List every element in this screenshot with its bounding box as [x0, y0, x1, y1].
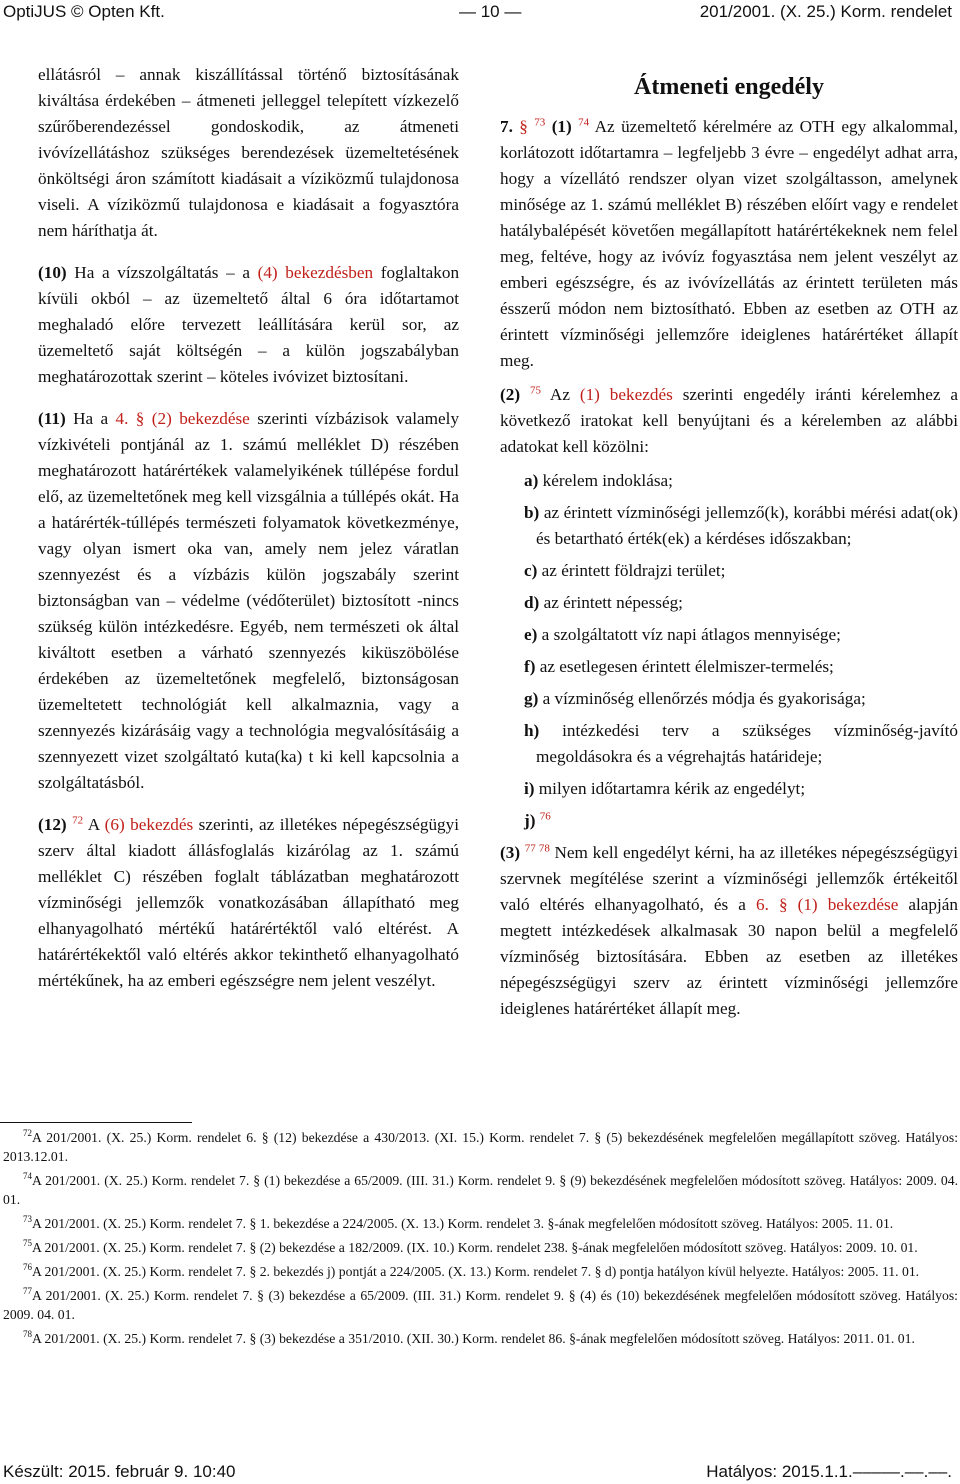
paragraph-number: (10): [38, 263, 67, 282]
list-text: a vízminőség ellenőrzés módja és gyakorisága;: [542, 689, 866, 708]
section-7-paragraph-3: [500, 840, 958, 1022]
section-7-paragraph-1: [500, 114, 958, 374]
cross-reference-link[interactable]: (4) bekezdésben: [257, 263, 374, 282]
list-letter: b): [524, 503, 540, 522]
paragraph-number: (2): [500, 385, 521, 404]
footnote-number: 78: [23, 1329, 32, 1340]
cross-reference-link[interactable]: (6) bekezdés: [104, 815, 194, 834]
paragraph-12: [38, 812, 459, 994]
list-text: kérelem indoklása;: [542, 471, 673, 490]
footnote-text: A 201/2001. (X. 25.) Korm. rendelet 7. § 1. bekezdése a 224/2005. (X. 13.) Korm. rendelet 3. §-ának megfelelően módosított szöveg. Hatályos: 2005. 11. 01.: [32, 1216, 894, 1231]
paragraph-text: alapján megtett intézkedések alkalmasak 30 napon belül a megfelelő vízminőség biztosítására. Ebben az esetben az illetékes népegészségügyi szerv az érintett vízminőségi jellemzőre ideiglenes határértéket állapít meg.: [500, 895, 959, 1018]
list-item: [500, 500, 958, 552]
left-column: [38, 62, 459, 1010]
list-letter: j): [524, 811, 536, 830]
footnote-text: A 201/2001. (X. 25.) Korm. rendelet 7. § (3) bekezdése a 351/2010. (XII. 30.) Korm. rendelet 86. §-ának megfelelően módosított szöveg. Hatályos: 2011. 01. 01.: [32, 1331, 915, 1346]
cross-reference-link[interactable]: 6. § (1) bekezdése: [756, 895, 899, 914]
paragraph-text: Az üzemeltető kérelmére az OTH egy alkalommal, korlátozott időtartamra – legfeljebb 3 évre – engedélyt adhat arra, hogy a vízellátó rendszer olyan vizet szolgáltasson, amelynek minősége az 1. számú melléklet B) részében előírt vagy e rendelet hatálybalépését követően megállapított határértékeknek nem felel meg, feltéve, hogy az ivóvíz fogyasztása nem jelent veszélyt az emberi egészségre, és az ivóvízellátás az érintett területen más ésszerű módon nem biztosítható. Ebben az esetben az OTH az érintett vízminőségi jellemzőre ideiglenes határértéket állapít meg.: [500, 117, 959, 370]
footnote-marker[interactable]: 76: [539, 810, 551, 823]
paragraph-text: szerinti, az illetékes népegészségügyi szerv által kiadott állásfoglalás kizárólag az 1. számú melléklet C) részében foglalt táblázatban meghatározott vízminőségi jellemzők vonatkozásában állapítható meg elhanyagolható mértékű határértéktől való eltérést. A határértékektől való eltérés akkor tekinthető elhanyagolható mértékűnek, ha az emberi egészségre nem jelent veszélyt.: [38, 815, 460, 990]
paragraph-text: Ha a: [73, 409, 109, 428]
list-text: a szolgáltatott víz napi átlagos mennyisége;: [541, 625, 841, 644]
footnote-marker[interactable]: 72: [72, 814, 84, 827]
footnote-divider: [0, 1122, 192, 1123]
created-date: Készült: 2015. február 9. 10:40: [3, 1462, 236, 1481]
cross-reference-link[interactable]: 4. § (2) bekezdése: [115, 409, 250, 428]
footnote-text: A 201/2001. (X. 25.) Korm. rendelet 7. § (3) bekezdése a 65/2009. (III. 31.) Korm. rendelet 9. § (4) és (10) bekezdésének megfelelően módosított szöveg. Hatályos: 2009. 04. 01.: [3, 1288, 958, 1322]
paragraph-11: [38, 406, 459, 796]
page-footer: [0, 1460, 960, 1484]
footnote: [3, 1214, 958, 1233]
paragraph-text: szerinti engedély iránti kérelemhez a következő iratokat kell benyújtani és a kérelemben az alábbi adatokat kell közölni:: [500, 385, 959, 456]
list-item: [500, 686, 958, 712]
footnote: [3, 1286, 958, 1324]
footnote: [3, 1238, 958, 1257]
list-item: [500, 654, 958, 680]
list-item: [500, 718, 958, 770]
list-text: az érintett vízminőségi jellemző(k), korábbi mérési adat(ok) és betartható érték(ek) a kérdéses időszakban;: [536, 503, 958, 548]
cross-reference-link[interactable]: (1) bekezdés: [579, 385, 673, 404]
footnote-number: 73: [23, 1214, 32, 1225]
paragraph-number: (3): [500, 843, 521, 862]
page-number: — 10 —: [459, 2, 522, 21]
publisher-label: OptiJUS © Opten Kft.: [3, 2, 165, 21]
footnote-number: 72: [23, 1128, 32, 1139]
list-letter: a): [524, 471, 539, 490]
requirement-list: [500, 468, 958, 834]
paragraph-text: Ha a vízszolgáltatás – a: [74, 263, 250, 282]
list-text: az érintett népesség;: [543, 593, 683, 612]
section-sign: §: [519, 117, 528, 136]
right-column: [500, 62, 958, 1038]
paragraph-text: szerinti vízbázisok valamely vízkivételi pontjánál az 1. számú melléklet D) részében meghatározott határértékek valamelyikének túllépése fordul elő, az üzemeltetőnek meg kell vizsgálnia a túllépés okát. Ha a határérték-túllépés természeti folyamatok következménye, vagy olyan ismert oka van, amely nem jelez váratlan szennyezést és a vízbázis külön jogszabály szerint biztonságban van – védelme (védőterület) biztosított -nincs szükség külön intézkedésre. Egyéb, nem természeti ok által kiváltott esetben a várható szennyezés kiküszöbölése érdekében az üzemeltetőnek megfelelő, biztonságosan üzemeltetett technológiát kell alkalmaznia, vagy a szennyezés kizárásáig vagy a technológia megvalósításáig a szennyezett vizet szolgáltató kuta(ka) t ki kell kapcsolnia a szolgáltatásból.: [38, 409, 460, 792]
footnote: [3, 1329, 958, 1348]
paragraph-text: Az: [549, 385, 570, 404]
paragraph-number: (1): [551, 117, 572, 136]
footnote-marker[interactable]: 75: [529, 384, 541, 397]
footnotes: [3, 1128, 958, 1353]
paragraph-text: A: [87, 815, 100, 834]
list-letter: d): [524, 593, 540, 612]
list-item: [500, 776, 958, 802]
list-letter: c): [524, 561, 538, 580]
intro-paragraph: ellátásról – annak kiszállítással történő biztosításának kiváltása érdekében – átmeneti jelleggel telepített vízkezelő szűrőberendezéssel gondoskodik, az átmeneti ivóvízellátáshoz szükséges berendezések üzemeltetésének önköltségi áron számított kiadásait a víziközmű tulajdonosa viseli. A víziközmű tulajdonosa e kiadásait a fogyasztóra nem háríthatja át.: [38, 65, 459, 240]
footnote: [3, 1128, 958, 1166]
section-number: 7.: [500, 117, 513, 136]
footnote-marker[interactable]: 77 78: [524, 842, 550, 855]
paragraph-10: [38, 260, 459, 390]
footnote: [3, 1262, 958, 1281]
list-item: [500, 590, 958, 616]
section-heading: Átmeneti engedély: [634, 74, 824, 100]
list-letter: g): [524, 689, 539, 708]
footnote-number: 77: [23, 1286, 32, 1297]
footnote-text: A 201/2001. (X. 25.) Korm. rendelet 7. § 2. bekezdés j) pontját a 224/2005. (X. 13.) Korm. rendelet 7. § d) pontja hatályon kívül helyezte. Hatályos: 2005. 11. 01.: [32, 1264, 920, 1279]
paragraph-text: Nem kell engedélyt kérni, ha az illetékes népegészségügyi szervnek megítélése szerint a vízminőségi jellemzők értékeitől való eltérés elhanyagolható, és a: [500, 843, 959, 914]
list-text: intézkedési terv a szükséges vízminőség-javító megoldásokra és a végrehajtás határideje;: [536, 721, 959, 766]
list-letter: i): [524, 779, 535, 798]
footnote-number: 76: [23, 1262, 32, 1273]
list-item: [500, 468, 958, 494]
list-item: [500, 622, 958, 648]
paragraph-number: (11): [38, 409, 66, 428]
list-text: milyen időtartamra kérik az engedélyt;: [538, 779, 806, 798]
footnote-text: A 201/2001. (X. 25.) Korm. rendelet 7. § (2) bekezdése a 182/2009. (IX. 10.) Korm. rendelet 238. §-ának megfelelően módosított szöveg. Hatályos: 2009. 10. 01.: [32, 1240, 918, 1255]
list-text: az érintett földrajzi terület;: [541, 561, 726, 580]
footnote-marker[interactable]: 73: [534, 116, 546, 129]
list-item: [500, 558, 958, 584]
footnote-text: A 201/2001. (X. 25.) Korm. rendelet 7. § (1) bekezdése a 65/2009. (III. 31.) Korm. rendelet 9. § (9) bekezdésének megfelelően módosított szöveg. Hatályos: 2009. 04. 01.: [3, 1173, 958, 1207]
list-letter: f): [524, 657, 536, 676]
list-letter: e): [524, 625, 538, 644]
section-7-paragraph-2: [500, 382, 958, 460]
footnote-number: 74: [23, 1171, 32, 1182]
list-item: [500, 808, 958, 834]
document-title: 201/2001. (X. 25.) Korm. rendelet: [699, 2, 952, 21]
footnote-marker[interactable]: 74: [578, 116, 590, 129]
footnote-number: 75: [23, 1238, 32, 1249]
footnote-text: A 201/2001. (X. 25.) Korm. rendelet 6. § (12) bekezdése a 430/2013. (XI. 15.) Korm. rendelet 7. § (5) bekezdésének megfelelően megállapított szöveg. Hatályos: 2013.12.01.: [3, 1130, 958, 1164]
list-letter: h): [524, 721, 540, 740]
paragraph-number: (12): [38, 815, 67, 834]
page-header: [0, 0, 960, 24]
paragraph-text: foglaltakon kívüli okból – az üzemeltető által 6 óra időtartamot meghaladó előre tervezett leállítására kerül sor, az üzemeltető saját költségén – a külön jogszabályban meghatározottak szerint – köteles ivóvizet biztosítani.: [38, 263, 460, 386]
effective-date: Hatályos: 2015.1.1.–––––.––.––.: [706, 1462, 952, 1481]
footnote: [3, 1171, 958, 1209]
list-text: az esetlegesen érintett élelmiszer-termelés;: [539, 657, 834, 676]
